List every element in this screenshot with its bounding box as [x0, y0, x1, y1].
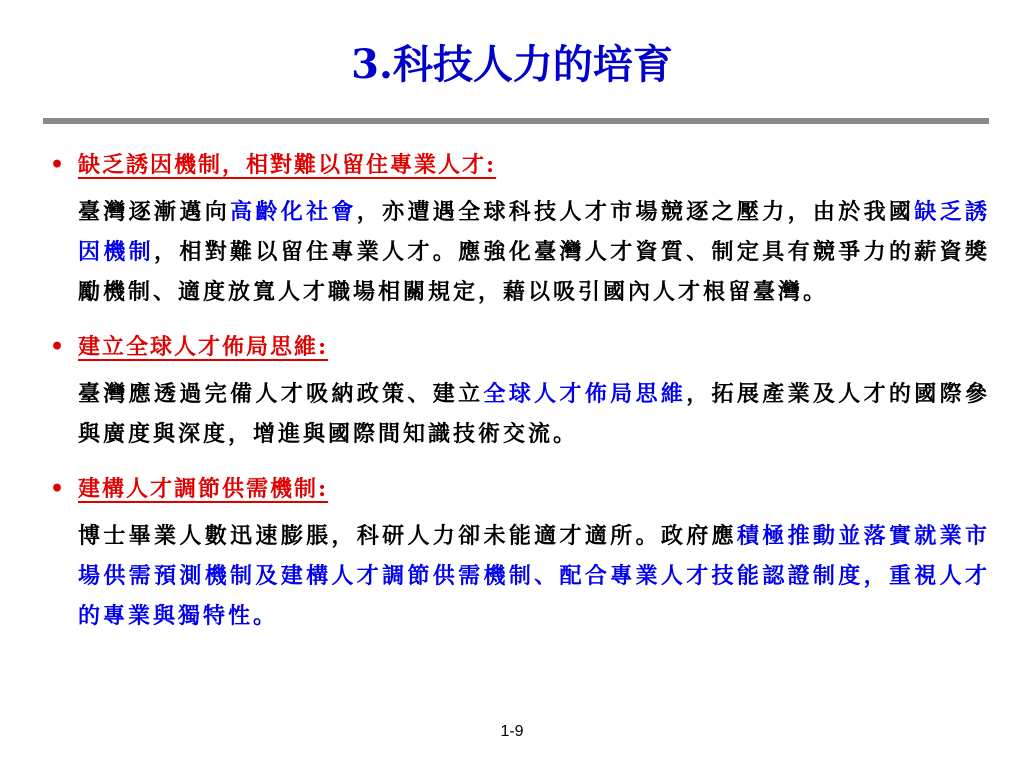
bullet-heading-text: 缺乏誘因機制，相對難以留住專業人才: — [78, 152, 497, 178]
paragraph-3 — [78, 516, 990, 636]
bullet-dot-icon: • — [50, 334, 65, 360]
slide-title: 3.科技人力的培育 — [351, 41, 673, 88]
highlight-text: 缺乏誘因機制 — [78, 199, 990, 265]
paragraph-text: 博士畢業人數迅速膨脹，科研人力卻未能適才適所。政府應 — [78, 523, 737, 549]
bullet-dot-icon: • — [50, 152, 65, 178]
highlight-text: 積極推動並落實就業市場供需預測機制及建構人才調節供需機制、配合專業人才技能認證制度，重視人才的專業與獨特性。 — [78, 523, 990, 629]
bullet-heading-text: 建立全球人才佈局思維: — [78, 334, 329, 360]
paragraph-2 — [78, 374, 990, 454]
bullet-heading-3 — [50, 466, 992, 516]
bullet-dot-icon: • — [50, 476, 65, 502]
title-divider — [43, 118, 989, 124]
highlight-text: 全球人才佈局思維 — [483, 381, 687, 407]
paragraph-1 — [78, 192, 990, 312]
bullet-heading-text: 建構人才調節供需機制: — [78, 476, 329, 502]
bullet-heading-1 — [50, 142, 992, 192]
paragraph-text: ，相對難以留住專業人才。應強化臺灣人才資質、制定具有競爭力的薪資獎勵機制、適度放寬人才職場相關規定，藉以吸引國內人才根留臺灣。 — [78, 239, 990, 305]
highlight-text: 高齡化社會 — [230, 199, 357, 225]
paragraph-text: 臺灣逐漸邁向 — [78, 199, 231, 225]
slide-body — [50, 142, 992, 648]
bullet-heading-2 — [50, 324, 992, 374]
paragraph-text: ，亦遭遇全球科技人才市場競逐之壓力，由於我國 — [356, 199, 915, 225]
paragraph-text: 臺灣應透過完備人才吸納政策、建立 — [78, 381, 484, 407]
page-number: 1-9 — [500, 723, 524, 740]
paragraph-text: ，拓展產業及人才的國際參與廣度與深度，增進與國際間知識技術交流。 — [78, 381, 990, 447]
